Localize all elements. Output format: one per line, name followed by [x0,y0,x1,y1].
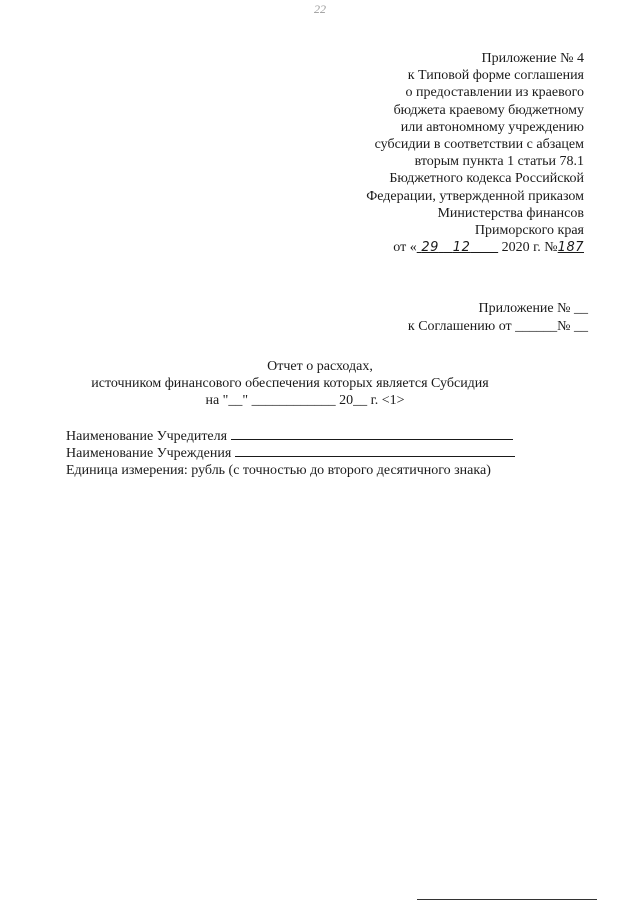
annex-line: Приложение № 4 [481,51,584,66]
annex-date-line [366,239,584,256]
annex-line: к Типовой форме соглашения [407,68,584,84]
annex-line: бюджета краевому бюджетному [393,102,584,118]
date-day-handwritten: 29 [421,240,439,256]
annex-header [366,50,584,256]
annex-line: субсидии в соответствии с абзацем [374,137,584,153]
report-title-line2: источником финансового обеспечения которых является Субсидия [91,376,489,391]
agreement-annex [408,300,588,335]
annex-line: вторым пункта 1 статьи 78.1 [414,154,584,170]
report-title-line3: на "__" ____________ 20__ г. <1> [205,393,405,408]
report-title [0,358,640,409]
annex-line: Бюджетного кодекса Российской [389,171,584,187]
annex-line: Федерации, утвержденной приказом [366,188,584,204]
agreement-annex-title: Приложение № __ [478,301,588,316]
founder-field [66,428,515,445]
report-fields [66,428,515,479]
page-number: 22 [314,2,326,16]
agreement-reference: к Соглашению от ______№ __ [407,318,588,334]
annex-line: Министерства финансов [437,205,584,221]
founder-blank [231,428,513,440]
institution-field [66,445,515,462]
unit-line: Единица измерения: рубль (с точностью до второго десятичного знака) [66,463,491,478]
institution-blank [235,445,515,457]
annex-line: или автономному учреждению [400,119,584,135]
report-title-line1: Отчет о расходах, [267,359,373,374]
date-year-text: 2020 г. № [501,240,558,256]
annex-line: Приморского края [474,223,584,239]
date-prefix: от « [393,240,417,256]
institution-label: Наименование Учреждения [66,446,232,461]
annex-line: о предоставлении из краевого [405,85,584,101]
founder-label: Наименование Учредителя [66,429,228,444]
order-number-handwritten: 187 [557,240,584,256]
footnote-rule [417,899,597,900]
date-month-handwritten: 12 [452,240,471,256]
